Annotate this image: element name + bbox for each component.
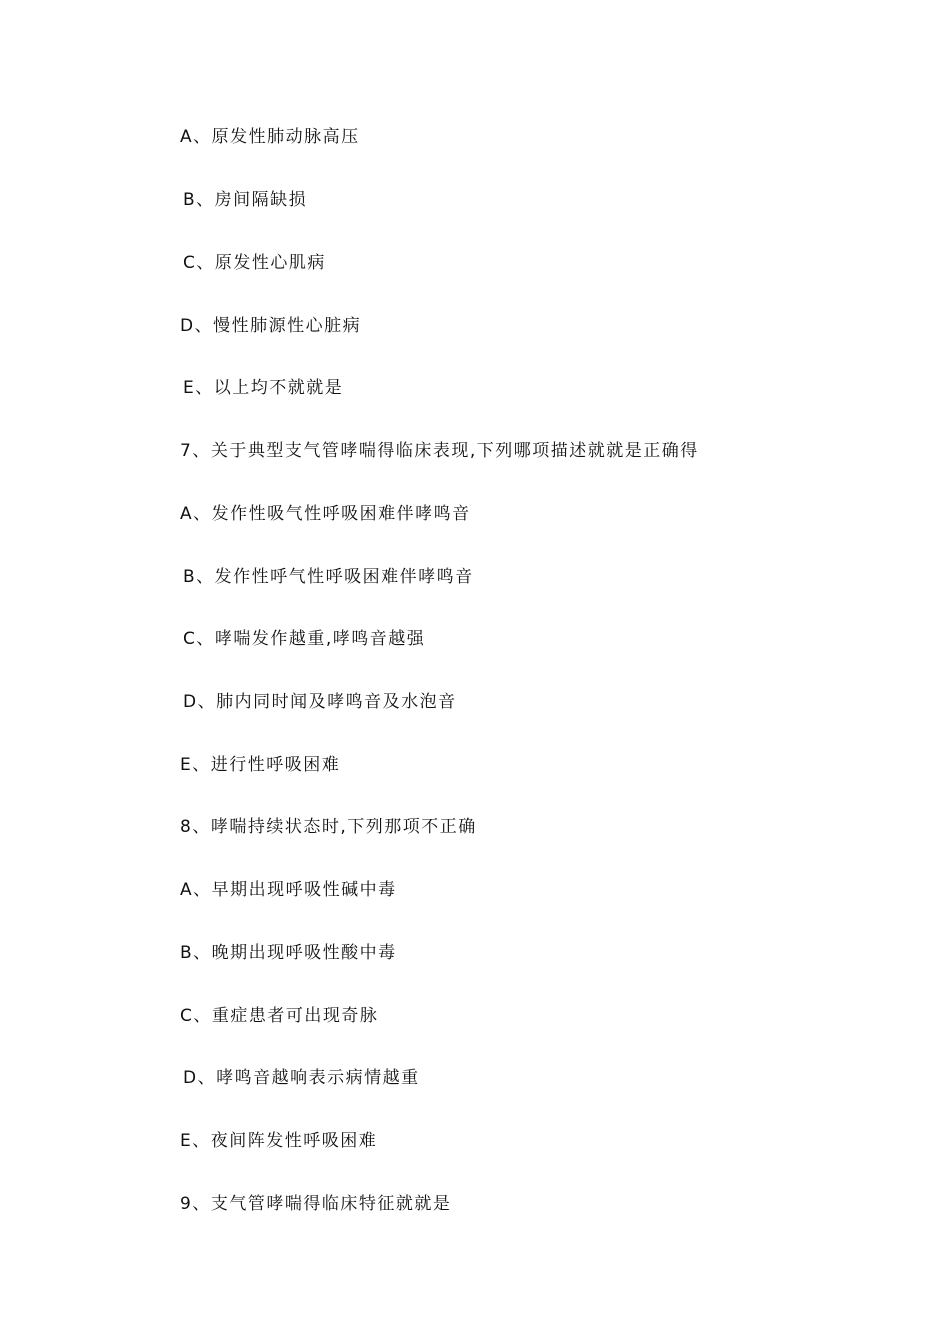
- q7-option-c: C、哮喘发作越重,哮鸣音越强: [183, 629, 426, 649]
- q8-option-b: B、晚期出现呼吸性酸中毒: [180, 943, 397, 963]
- option-e-none-of-above: E、以上均不就就是: [183, 378, 344, 398]
- option-c-primary-cardiomyopathy: C、原发性心肌病: [183, 253, 326, 273]
- q7-option-b: B、发作性呼气性呼吸困难伴哮鸣音: [183, 567, 474, 587]
- q8-option-a: A、早期出现呼吸性碱中毒: [180, 880, 397, 900]
- option-b-atrial-septal-defect: B、房间隔缺损: [183, 190, 308, 210]
- q8-option-d: D、哮鸣音越响表示病情越重: [183, 1068, 420, 1088]
- q7-option-d: D、肺内同时闻及哮鸣音及水泡音: [183, 692, 457, 712]
- question-7: 7、关于典型支气管哮喘得临床表现,下列哪项描述就就是正确得: [180, 441, 699, 461]
- option-a-primary-pulmonary-hypertension: A、原发性肺动脉高压: [180, 127, 360, 147]
- q8-option-e: E、夜间阵发性呼吸困难: [180, 1131, 378, 1151]
- option-d-chronic-cor-pulmonale: D、慢性肺源性心脏病: [180, 316, 362, 336]
- q8-option-c: C、重症患者可出现奇脉: [180, 1006, 379, 1026]
- q7-option-a: A、发作性吸气性呼吸困难伴哮鸣音: [180, 504, 471, 524]
- q7-option-e: E、进行性呼吸困难: [180, 755, 341, 775]
- question-9: 9、支气管哮喘得临床特征就就是: [180, 1194, 452, 1214]
- question-8: 8、哮喘持续状态时,下列那项不正确: [180, 817, 477, 837]
